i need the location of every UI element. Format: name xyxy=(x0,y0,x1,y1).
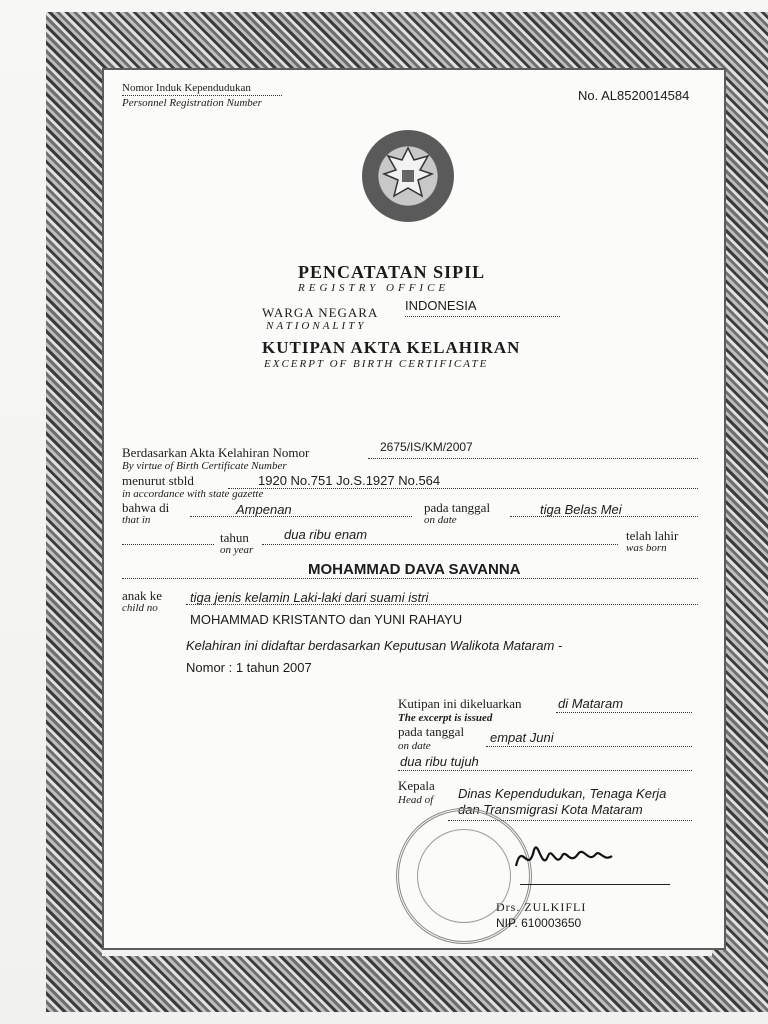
issued-label-en: The excerpt is issued xyxy=(398,712,493,724)
date-label-id: pada tanggal xyxy=(424,500,491,515)
issue-date-dotline xyxy=(486,746,692,747)
nationality-label-en: NATIONALITY xyxy=(266,320,367,332)
signature-icon xyxy=(508,826,628,886)
child-name-dotline xyxy=(122,578,698,579)
year-label-id: tahun xyxy=(220,530,249,545)
child-label-en: child no xyxy=(122,602,158,614)
nationality-value: INDONESIA xyxy=(405,298,477,313)
document-title-id: KUTIPAN AKTA KELAHIRAN xyxy=(262,338,521,357)
nik-label-id: Nomor Induk Kependudukan xyxy=(122,82,251,94)
child-name: MOHAMMAD DAVA SAVANNA xyxy=(308,561,521,578)
garuda-emblem-icon xyxy=(362,130,454,222)
cert-no-dotline xyxy=(368,458,698,459)
year-label-en: on year xyxy=(220,544,254,556)
office-title-en: REGISTRY OFFICE xyxy=(298,282,450,294)
nationality-label-id: WARGA NEGARA xyxy=(262,305,379,320)
issue-date-value: empat Juni xyxy=(490,730,554,745)
stbld-label-en: in accordance with state gazette xyxy=(122,488,264,500)
place-label-id: bahwa di xyxy=(122,500,170,515)
head-label-id: Kepala xyxy=(398,778,435,793)
cert-no-value: 2675/IS/KM/2007 xyxy=(380,440,473,454)
place-dotline xyxy=(190,516,412,517)
issue-date-label-en: on date xyxy=(398,740,431,752)
date-label-en: on date xyxy=(424,514,457,526)
year-dotline xyxy=(262,544,618,545)
official-name: Drs. ZULKIFLI xyxy=(496,900,587,914)
issued-label-id: Kutipan ini dikeluarkan xyxy=(398,696,522,711)
year-leading-dotline xyxy=(122,544,214,545)
born-label-en: was born xyxy=(626,542,667,554)
born-label-id: telah lahir xyxy=(626,528,679,543)
nik-label-en: Personnel Registration Number xyxy=(122,97,262,109)
document-title-en: EXCERPT OF BIRTH CERTIFICATE xyxy=(264,358,489,370)
child-dotline xyxy=(186,604,698,605)
cert-no-label-id: Berdasarkan Akta Kelahiran Nomor xyxy=(122,445,310,460)
registration-note-line2: Nomor : 1 tahun 2007 xyxy=(186,660,312,675)
signature-line xyxy=(520,884,670,885)
stbld-value: 1920 No.751 Jo.S.1927 No.564 xyxy=(258,473,441,488)
issue-year-dotline xyxy=(398,770,692,771)
head-office-line1: Dinas Kependudukan, Tenaga Kerja xyxy=(458,786,667,801)
stbld-dotline xyxy=(228,488,698,489)
child-label-id: anak ke xyxy=(122,588,163,603)
cert-no-label-en: By virtue of Birth Certificate Number xyxy=(122,460,287,472)
registration-note-line1: Kelahiran ini didaftar berdasarkan Keputusan Walikota Mataram - xyxy=(186,638,563,653)
stbld-label-id: menurut stbld xyxy=(122,473,194,488)
issue-date-label-id: pada tanggal xyxy=(398,724,465,739)
office-title-id: PENCATATAN SIPIL xyxy=(298,262,486,282)
year-value: dua ribu enam xyxy=(284,527,368,542)
place-value: Ampenan xyxy=(236,502,292,517)
head-label-en: Head of xyxy=(398,794,434,806)
issue-year-value: dua ribu tujuh xyxy=(400,754,479,769)
official-nip: NIP. 610003650 xyxy=(496,916,582,930)
child-value: tiga jenis kelamin Laki-laki dari suami istri xyxy=(190,590,429,605)
serial-number: No. AL8520014584 xyxy=(578,88,690,103)
issued-value: di Mataram xyxy=(558,696,624,711)
issued-dotline xyxy=(556,712,692,713)
head-office-line2: dan Transmigrasi Kota Mataram xyxy=(458,802,643,817)
parents-value: MOHAMMAD KRISTANTO dan YUNI RAHAYU xyxy=(190,612,463,627)
date-dotline xyxy=(510,516,698,517)
nik-dotline xyxy=(122,95,282,96)
nationality-dotline xyxy=(405,316,560,317)
place-label-en: that in xyxy=(122,514,151,526)
date-value: tiga Belas Mei xyxy=(540,502,622,517)
